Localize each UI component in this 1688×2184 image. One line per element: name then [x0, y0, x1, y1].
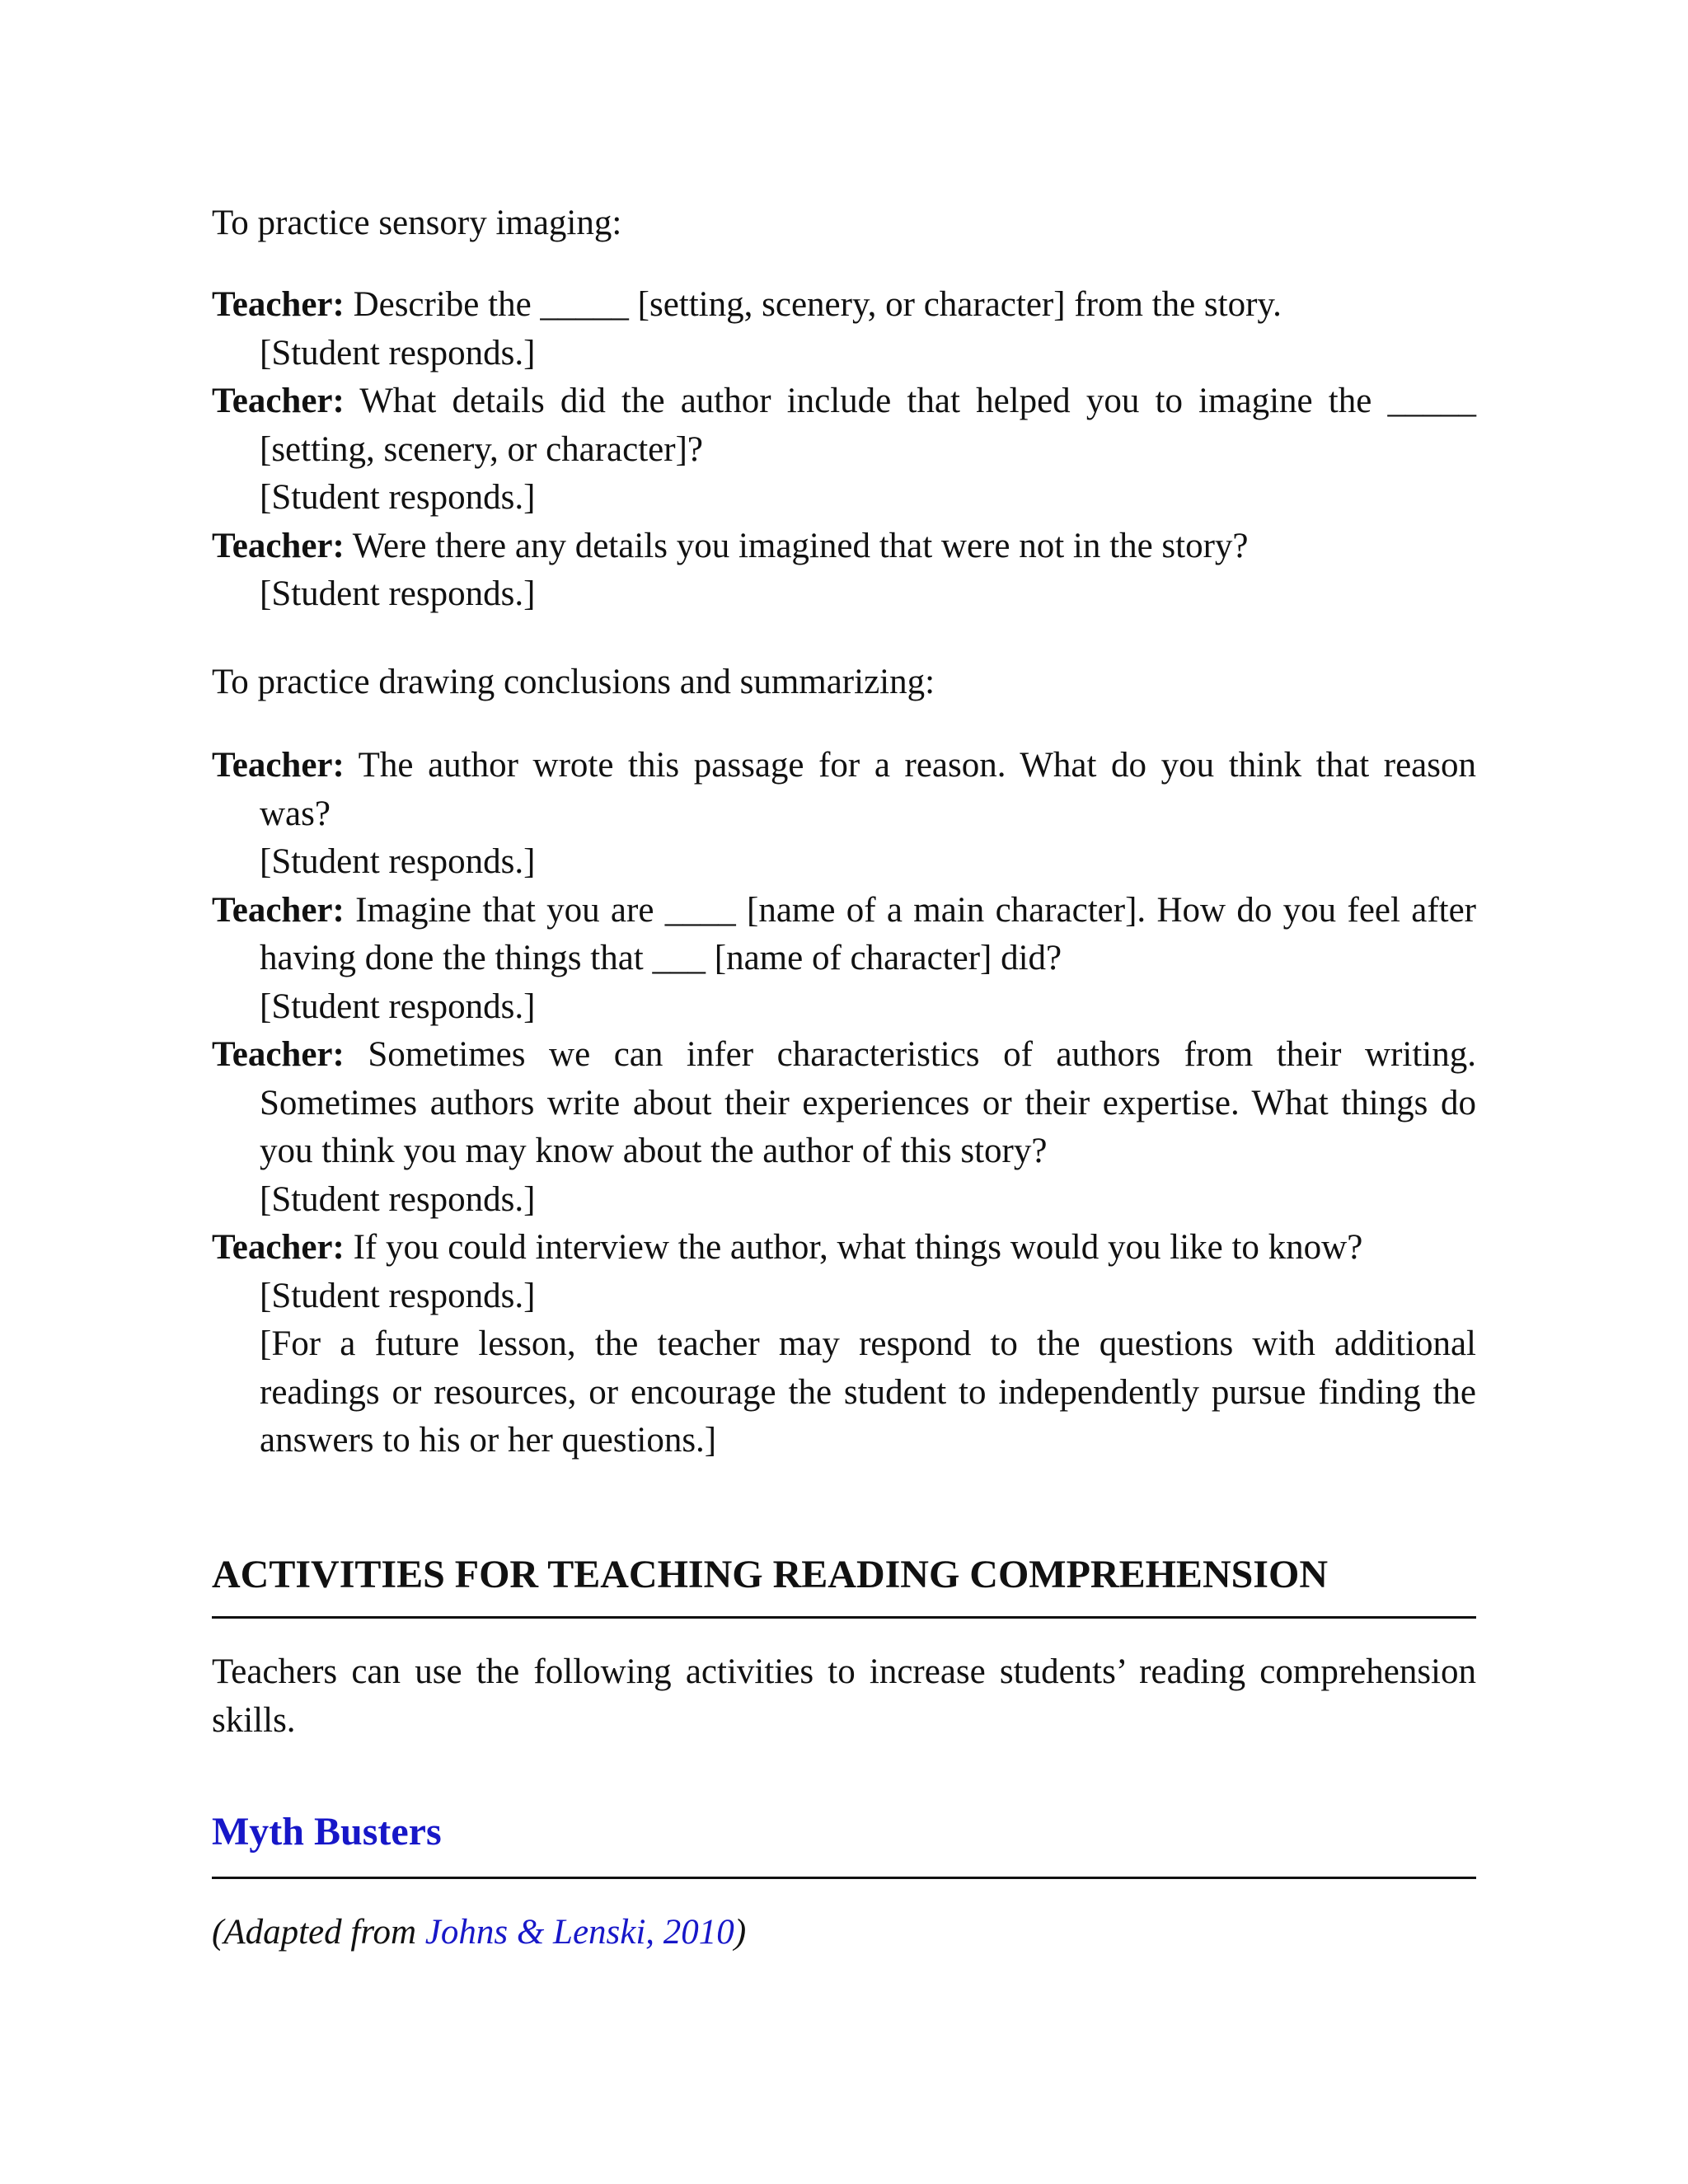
citation-suffix: ) — [734, 1913, 747, 1952]
teacher-turn — [212, 523, 1476, 571]
subsection-divider — [212, 1877, 1476, 1879]
speaker-label: Teacher: — [212, 285, 345, 324]
myth-busters-heading: Myth Busters — [212, 1810, 442, 1854]
student-response: [Student responds.] — [260, 574, 536, 613]
teacher-turn — [212, 377, 1476, 474]
speaker-label: Teacher: — [212, 890, 345, 930]
speaker-label: Teacher: — [212, 526, 345, 565]
turn-text: Describe the _____ [setting, scenery, or character] from the story. — [353, 285, 1282, 324]
student-response: [Student responds.] — [260, 1179, 536, 1219]
activities-heading: ACTIVITIES FOR TEACHING READING COMPREHENSION — [212, 1553, 1328, 1596]
student-response: [Student responds.] — [260, 842, 536, 881]
turn-text: If you could interview the author, what things would you like to know? — [353, 1228, 1363, 1267]
speaker-label: Teacher: — [212, 382, 345, 420]
turn-text: Were there any details you imagined that were not in the story? — [352, 526, 1249, 565]
student-response: [Student responds.] — [260, 987, 536, 1026]
sensory-intro: To practice sensory imaging: — [212, 204, 622, 242]
citation — [212, 1909, 746, 1957]
teacher-turn — [212, 281, 1476, 330]
speaker-label: Teacher: — [212, 746, 345, 785]
student-response: [Student responds.] — [260, 333, 536, 373]
teacher-note: [For a future lesson, the teacher may respond to the questions with additional readings or resources, or encourage the student to independently pursue finding the answers to his or her questions.] — [260, 1324, 1476, 1460]
teacher-turn — [212, 742, 1476, 838]
conclusions-intro: To practice drawing conclusions and summarizing: — [212, 663, 935, 701]
citation-link[interactable]: Johns & Lenski, 2010 — [424, 1913, 734, 1952]
turn-text: What details did the author include that helped you to imagine the _____ [setting, scenery, or character]? — [260, 382, 1476, 469]
turn-text: Sometimes we can infer characteristics of authors from their writing. Sometimes authors write about their experiences or their expertise. What things do you think you may know about the author of this story? — [260, 1035, 1476, 1170]
teacher-turn — [212, 887, 1476, 983]
student-response: [Student responds.] — [260, 1276, 536, 1315]
teacher-turn — [212, 1224, 1476, 1272]
turn-text: The author wrote this passage for a reason. What do you think that reason was? — [260, 746, 1476, 833]
speaker-label: Teacher: — [212, 1035, 345, 1074]
section-divider — [212, 1616, 1476, 1619]
turn-text: Imagine that you are ____ [name of a main character]. How do you feel after having done the things that ___ [name of character] did? — [260, 890, 1476, 977]
sensory-dialog — [212, 281, 1476, 619]
speaker-label: Teacher: — [212, 1228, 345, 1267]
activities-paragraph: Teachers can use the following activities to increase students’ reading comprehension skills. — [212, 1652, 1476, 1740]
teacher-turn — [212, 1031, 1476, 1176]
student-response: [Student responds.] — [260, 478, 536, 517]
conclusions-dialog — [212, 742, 1476, 1465]
citation-prefix: (Adapted from — [212, 1913, 425, 1952]
